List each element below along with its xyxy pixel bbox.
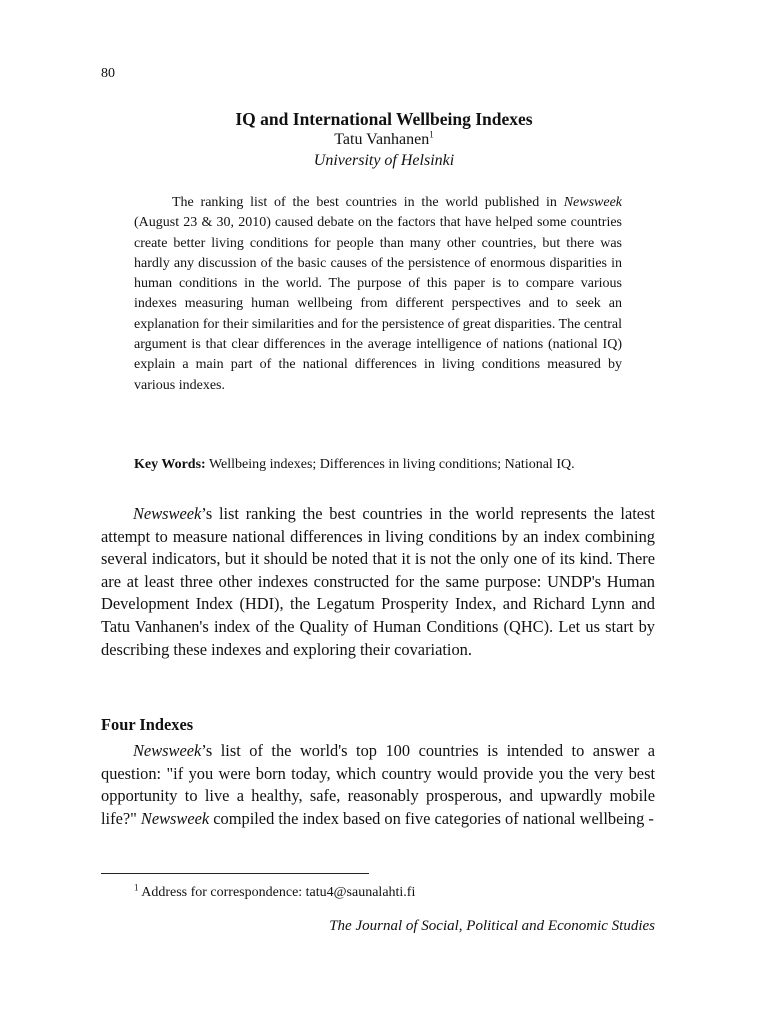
abstract: [134, 193, 622, 396]
paper-title: IQ and International Wellbeing Indexes: [235, 109, 533, 129]
paragraph-2: [101, 740, 655, 830]
p2-text-2: compiled the index based on five categories of national wellbeing -: [209, 808, 654, 828]
footnote: [134, 882, 416, 901]
title-block: [0, 108, 768, 172]
p1-newsweek: Newsweek: [133, 504, 202, 523]
author-footnote-marker: 1: [429, 129, 434, 140]
author-name: Tatu Vanhanen: [334, 131, 430, 148]
running-footer: The Journal of Social, Political and Economic Studies: [329, 918, 655, 934]
footnote-rule: [101, 873, 369, 874]
author-line: [0, 130, 768, 150]
paragraph-1: [101, 503, 655, 661]
keywords-label: Key Words:: [134, 457, 206, 472]
footnote-marker: 1: [134, 882, 139, 893]
footnote-text: Address for correspondence: tatu4@saunalahti.fi: [138, 885, 416, 900]
p2-newsweek: Newsweek: [133, 741, 202, 760]
p2-text-1: ’s list of the world's top 100 countries is intended to answer a question: "if you were born today, which country would provide you the very best opportunity to live a healthy, safe, reasonably prosperous, and upwardly mobile life?": [101, 741, 655, 828]
affiliation: University of Helsinki: [313, 152, 455, 169]
section-heading: Four Indexes: [101, 715, 194, 734]
abstract-lead: The ranking list of the best countries in the world published in: [172, 195, 557, 210]
p1-text: ’s list ranking the best countries in the world represents the latest attempt to measure national differences in living conditions by an index combining several indicators, but it should be noted that it is not the only one of its kind. There are at least three other indexes constructed for the same purpose: UNDP's Human Development Index (HDI), the Legatum Prosperity Index, and Richard Lynn and Tatu Vanhanen's index of the Quality of Human Conditions (QHC). Let us start by describing these indexes and exploring their covariation.: [101, 504, 655, 659]
page-number: 80: [101, 66, 115, 81]
p2-newsweek-2: Newsweek: [140, 808, 210, 828]
abstract-newsweek: Newsweek: [563, 195, 623, 210]
abstract-rest: (August 23 & 30, 2010) caused debate on the factors that have helped some countries create better living conditions for people than many other countries, but there was hardly any discussion of the basic causes of the persistence of enormous disparities in human conditions in the world. The purpose of this paper is to compare various indexes measuring human wellbeing from different perspectives and to seek an explanation for their similarities and for the persistence of great disparities. The central argument is that clear differences in the average intelligence of nations (national IQ) explain a main part of the national differences in living conditions measured by various indexes.: [134, 215, 622, 393]
keywords-text: Wellbeing indexes; Differences in living conditions; National IQ.: [205, 457, 575, 472]
keywords: [134, 455, 622, 475]
